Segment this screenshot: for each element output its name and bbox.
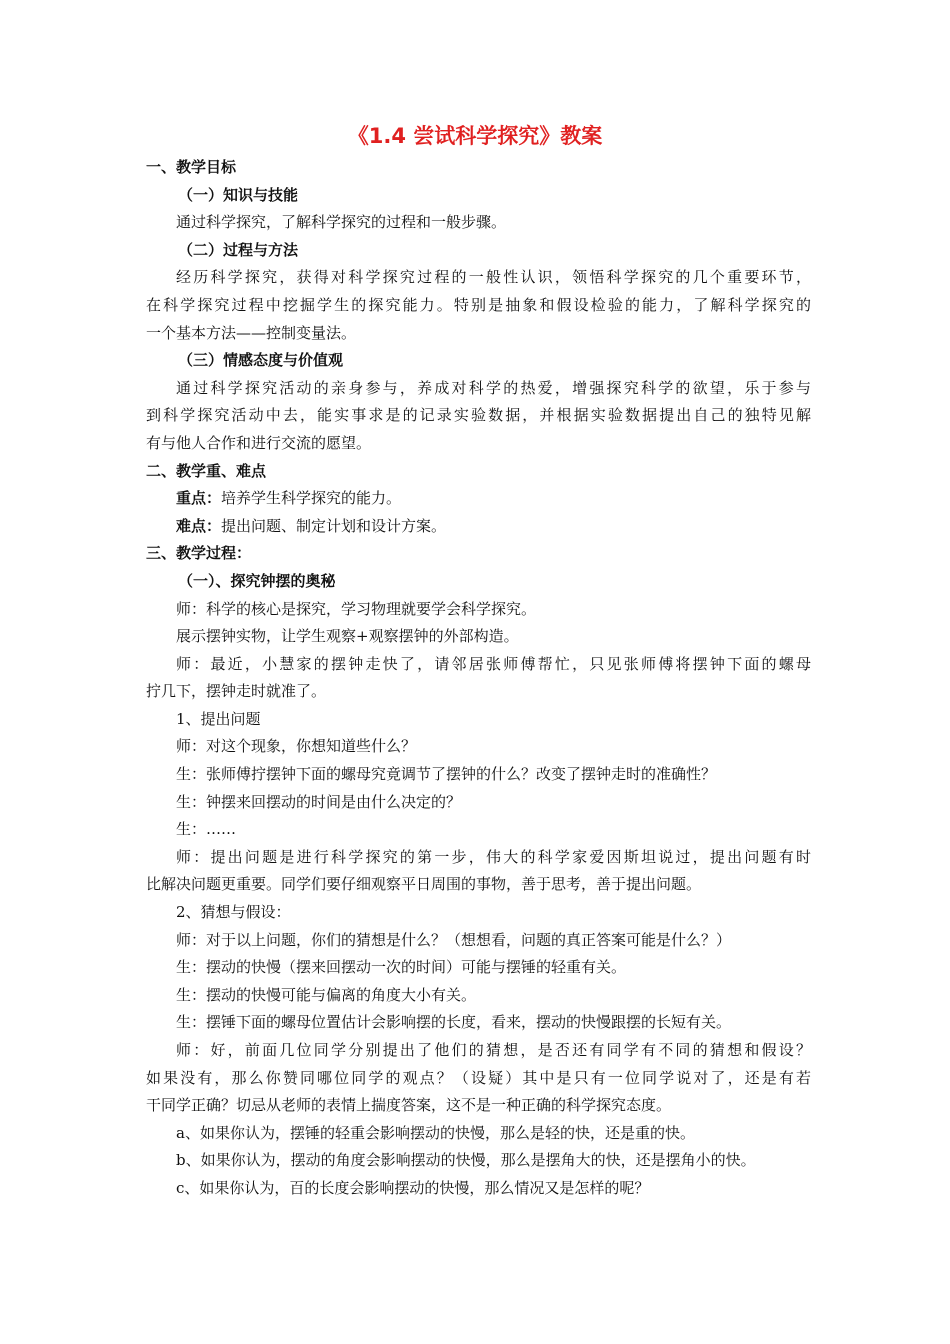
document-body — [146, 154, 811, 1203]
difficulty-line — [146, 513, 811, 541]
dialogue-line: 师：对于以上问题，你们的猜想是什么？（想想看，问题的真正答案可能是什么？） — [176, 930, 732, 949]
list-item-b: b、如果你认为，摆动的角度会影响摆动的快慢，那么是摆角大的快，还是摆角小的快。 — [176, 1151, 756, 1170]
dialogue-line: 如果没有，那么你赞同哪位同学的观点？（设疑）其中是只有一位同学说对了，还是有若 — [146, 1068, 811, 1087]
paragraph-attitude-line: 有与他人合作和进行交流的愿望。 — [146, 433, 372, 452]
paragraph-process-line: 一个基本方法——控制变量法。 — [146, 323, 357, 342]
paragraph-process-line: 经历科学探究，获得对科学探究过程的一般性认识，领悟科学探究的几个重要环节， — [176, 268, 811, 287]
dialogue-line: 生：摆动的快慢可能与偏离的角度大小有关。 — [176, 985, 477, 1004]
paragraph-knowledge: 通过科学探究，了解科学探究的过程和一般步骤。 — [176, 213, 507, 232]
dialogue-line: 展示摆钟实物，让学生观察+观察摆钟的外部构造。 — [176, 627, 519, 646]
dialogue-line: 师：对这个现象，你想知道些什么？ — [176, 737, 417, 756]
dialogue-line: 拧几下，摆钟走时就准了。 — [146, 682, 327, 701]
dialogue-line: 生：张师傅拧摆钟下面的螺母究竟调节了摆钟的什么？改变了摆钟走时的准确性？ — [176, 765, 717, 784]
key-point-label: 重点： — [176, 489, 222, 508]
list-item-c: c、如果你认为，百的长度会影响摆动的快慢，那么情况又是怎样的呢？ — [176, 1178, 650, 1197]
paragraph-process-line: 在科学探究过程中挖掘学生的探究能力。特别是抽象和假设检验的能力，了解科学探究的 — [146, 295, 811, 314]
dialogue-line: 师：提出问题是进行科学探究的第一步，伟大的科学家爱因斯坦说过，提出问题有时 — [176, 847, 811, 866]
dialogue-line: 生：…… — [176, 820, 237, 839]
paragraph-attitude-line: 到科学探究活动中去，能实事求是的记录实验数据，并根据实验数据提出自己的独特见解 — [146, 406, 811, 425]
key-point-text: 培养学生科学探究的能力。 — [221, 489, 402, 508]
subheading-pendulum: （一）、探究钟摆的奥秘 — [178, 571, 336, 590]
dialogue-line: 干同学正确？切忌从老师的表情上揣度答案，这不是一种正确的科学探究态度。 — [146, 1096, 672, 1115]
dialogue-line: 师：最近，小慧家的摆钟走快了，请邻居张师傅帮忙，只见张师傅将摆钟下面的螺母 — [176, 654, 811, 673]
paragraph-attitude-line: 通过科学探究活动的亲身参与，养成对科学的热爱，增强探究科学的欲望，乐于参与 — [176, 378, 811, 397]
difficulty-label: 难点： — [176, 516, 222, 535]
dialogue-line: 师：科学的核心是探究，学习物理就要学会科学探究。 — [176, 599, 537, 618]
document-title: 《1.4 尝试科学探究》教案 — [347, 124, 603, 148]
subheading-process: （二）过程与方法 — [178, 240, 299, 259]
step-heading-question: 1、提出问题 — [176, 709, 261, 728]
subheading-knowledge: （一）知识与技能 — [178, 185, 299, 204]
section-heading-keypoints: 二、教学重、难点 — [146, 461, 267, 480]
dialogue-line: 生：摆动的快慢（摆来回摆动一次的时间）可能与摆锤的轻重有关。 — [176, 958, 627, 977]
dialogue-line: 生：钟摆来回摆动的时间是由什么决定的？ — [176, 792, 462, 811]
dialogue-line: 生：摆锤下面的螺母位置估计会影响摆的长度，看来，摆动的快慢跟摆的长短有关。 — [176, 1013, 732, 1032]
step-heading-hypothesis: 2、猜想与假设： — [176, 903, 291, 922]
subheading-attitude: （三）情感态度与价值观 — [178, 351, 344, 370]
dialogue-line: 师：好，前面几位同学分别提出了他们的猜想，是否还有同学有不同的猜想和假设？ — [176, 1041, 811, 1059]
difficulty-text: 提出问题、制定计划和设计方案。 — [221, 516, 447, 535]
section-heading-process: 三、教学过程： — [146, 544, 252, 563]
key-point-line — [146, 485, 811, 513]
dialogue-line: 比解决问题更重要。同学们要仔细观察平日周围的事物，善于思考，善于提出问题。 — [146, 875, 702, 894]
list-item-a: a、如果你认为，摆锤的轻重会影响摆动的快慢，那么是轻的快，还是重的快。 — [176, 1123, 695, 1142]
section-heading-objectives: 一、教学目标 — [146, 158, 237, 176]
